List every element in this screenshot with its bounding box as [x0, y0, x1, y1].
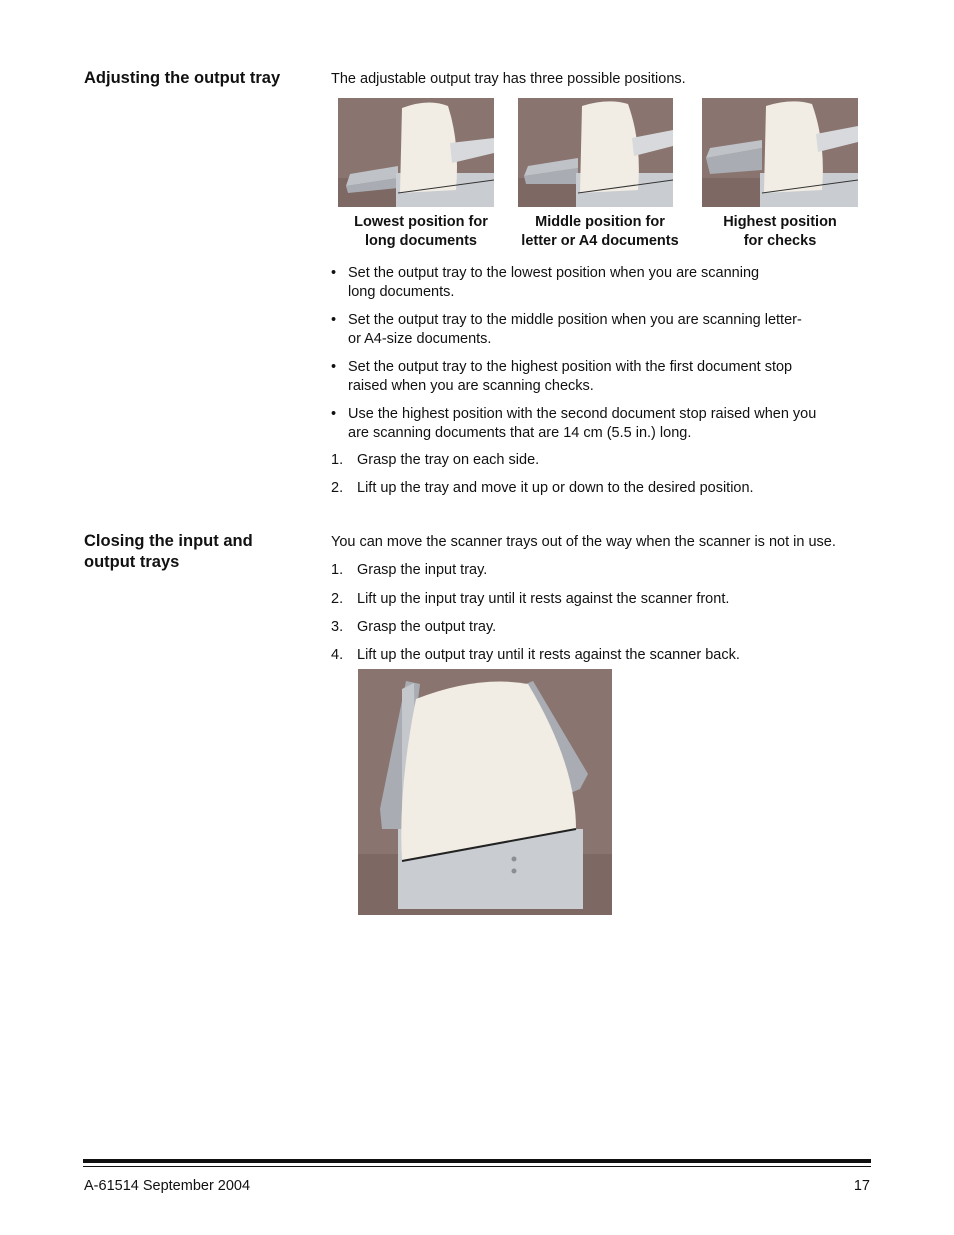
scanner-photo-lowest-position	[338, 98, 494, 207]
caption-line: letter or A4 documents	[521, 232, 679, 249]
caption-line: Middle position for	[535, 214, 665, 230]
bullet-text-line: Set the output tray to the middle position when you are scanning letter-	[348, 312, 802, 328]
bullet-item	[331, 358, 871, 395]
step-item	[331, 479, 871, 498]
step-number: 4.	[331, 647, 344, 663]
step-item	[331, 646, 871, 665]
bullet-item	[331, 264, 871, 301]
section-heading-closing-trays	[84, 531, 309, 573]
bullet-text-line: Use the highest position with the second document stop raised when you	[348, 406, 817, 422]
bullet-dot: •	[331, 406, 337, 422]
step-number: 1.	[331, 452, 344, 468]
section-intro-text: The adjustable output tray has three possible positions.	[331, 71, 686, 87]
step-number: 2.	[331, 480, 344, 496]
caption-line: Lowest position for	[354, 214, 488, 230]
step-item	[331, 590, 871, 609]
bullet-dot: •	[331, 359, 337, 375]
figure-caption-lowest	[331, 213, 511, 250]
bullet-text-line: Set the output tray to the lowest position when you are scanning	[348, 265, 760, 281]
step-item	[331, 618, 871, 637]
caption-line: for checks	[743, 232, 817, 249]
section-intro-text: You can move the scanner trays out of the way when the scanner is not in use.	[331, 534, 836, 550]
step-item	[331, 451, 871, 470]
bullet-text-line: raised when you are scanning checks.	[348, 377, 594, 394]
caption-line: Highest position	[723, 214, 837, 230]
bullet-item	[331, 311, 871, 348]
bullet-text-line: are scanning documents that are 14 cm (5.5 in.) long.	[348, 424, 692, 441]
step-number: 3.	[331, 619, 344, 635]
section-heading-adjusting-output-tray: Adjusting the output tray	[84, 69, 281, 87]
figure-caption-highest	[690, 213, 870, 250]
step-text: Grasp the tray on each side.	[357, 452, 540, 468]
step-text: Lift up the output tray until it rests against the scanner back.	[357, 647, 740, 663]
footer-rule-thin	[83, 1166, 871, 1167]
bullet-dot: •	[331, 312, 337, 328]
footer-page-number: 17	[853, 1178, 870, 1194]
step-item	[331, 561, 871, 580]
heading-line: Closing the input and	[84, 532, 253, 550]
bullet-dot: •	[331, 265, 337, 281]
bullet-text-line: Set the output tray to the highest position with the first document stop	[348, 359, 793, 375]
heading-line: output trays	[84, 553, 180, 571]
figure-caption-middle	[510, 213, 690, 250]
step-text: Grasp the input tray.	[357, 562, 488, 578]
step-number: 1.	[331, 562, 344, 578]
bullet-text-line: long documents.	[348, 283, 455, 300]
step-text: Lift up the input tray until it rests against the scanner front.	[357, 591, 730, 607]
bullet-item	[331, 405, 871, 442]
scanner-photo-middle-position	[518, 98, 673, 207]
bullet-text-line: or A4-size documents.	[348, 330, 492, 347]
scanner-photo-highest-position	[702, 98, 858, 207]
footer-doc-id: A-61514 September 2004	[84, 1178, 251, 1194]
step-text: Grasp the output tray.	[357, 619, 497, 635]
footer-rule	[83, 1159, 871, 1163]
step-number: 2.	[331, 591, 344, 607]
scanner-photo-trays-closed	[358, 669, 612, 915]
step-text: Lift up the tray and move it up or down to the desired position.	[357, 480, 754, 496]
caption-line: long documents	[365, 232, 477, 249]
